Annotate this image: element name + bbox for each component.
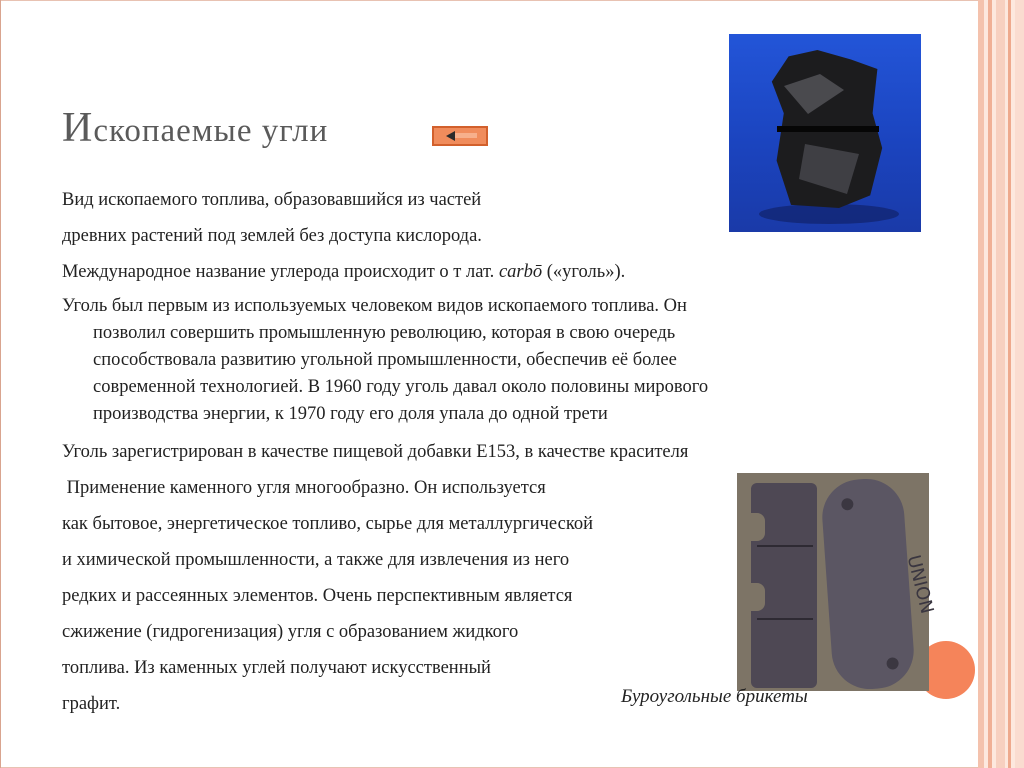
back-arrow-icon — [446, 131, 455, 141]
briquettes-photo — [737, 473, 938, 691]
p4-line: Уголь зарегистрирован в качестве пищевой добавки E153, в качестве красителя — [62, 442, 689, 462]
stripe — [978, 0, 984, 768]
briquette-left — [751, 483, 817, 688]
briquette-right — [820, 476, 938, 691]
p3-line: производства энергии, к 1970 году его доля упала до одной трети — [93, 404, 608, 424]
p2-line — [62, 254, 625, 290]
decorative-stripes — [978, 0, 1024, 768]
back-nav-button[interactable] — [432, 126, 488, 146]
slide-frame-top — [0, 0, 1024, 1]
p5-line: и химической промышленности, а также для извлечения из него — [62, 550, 570, 570]
p2-after: («уголь»). — [542, 262, 626, 282]
stripe — [988, 0, 992, 768]
p5-line: сжижение (гидрогенизация) угля с образованием жидкого — [62, 622, 519, 642]
p1-line2: древних растений под землей без доступа кислорода. — [62, 226, 482, 246]
p5-line: графит. — [62, 694, 121, 714]
p1-line1: Вид ископаемого топлива, образовавшийся из частей — [62, 190, 482, 210]
stripe — [1015, 0, 1024, 768]
slide-frame-left — [0, 0, 1, 768]
coal-lump-photo — [729, 34, 921, 232]
coal-crack — [777, 126, 879, 132]
back-arrow-bar — [455, 133, 477, 138]
p5-line: топлива. Из каменных углей получают искусственный — [62, 658, 491, 678]
p3-line: способствовала развитию угольной промышленности, обеспечив её более — [93, 350, 677, 370]
p2-latin: carbō — [498, 262, 543, 282]
p5-line: как бытовое, энергетическое топливо, сырье для металлургической — [62, 514, 594, 534]
p5-line: редких и рассеянных элементов. Очень перспективным является — [62, 586, 573, 606]
p3-first-line: Уголь был первым из используемых человеком видов ископаемого топлива. Он — [62, 296, 687, 316]
briquettes-caption: Буроугольные брикеты — [621, 686, 808, 707]
slide-title — [62, 104, 328, 152]
stripe — [996, 0, 1005, 768]
p5-line: Применение каменного угля многообразно. Он используется — [62, 478, 546, 498]
p3-paragraph — [62, 293, 708, 428]
briquette-emboss: UNION — [902, 553, 938, 616]
briquette-notch — [749, 513, 765, 541]
title-rest: скопаемые угли — [93, 113, 329, 149]
p3-line: современной технологией. В 1960 году уголь давал около половины мирового — [93, 377, 709, 397]
briquette-segment — [757, 545, 813, 547]
briquette-dot — [886, 657, 899, 670]
p2-before: Международное название углерода происходит о т лат. — [62, 262, 499, 282]
p3-line: позволил совершить промышленную революцию, которая в свою очередь — [93, 323, 676, 343]
title-first-letter: И — [62, 105, 94, 151]
briquette-dot — [841, 498, 854, 511]
stripe — [1008, 0, 1011, 768]
briquette-segment — [757, 618, 813, 620]
briquette-notch — [749, 583, 765, 611]
